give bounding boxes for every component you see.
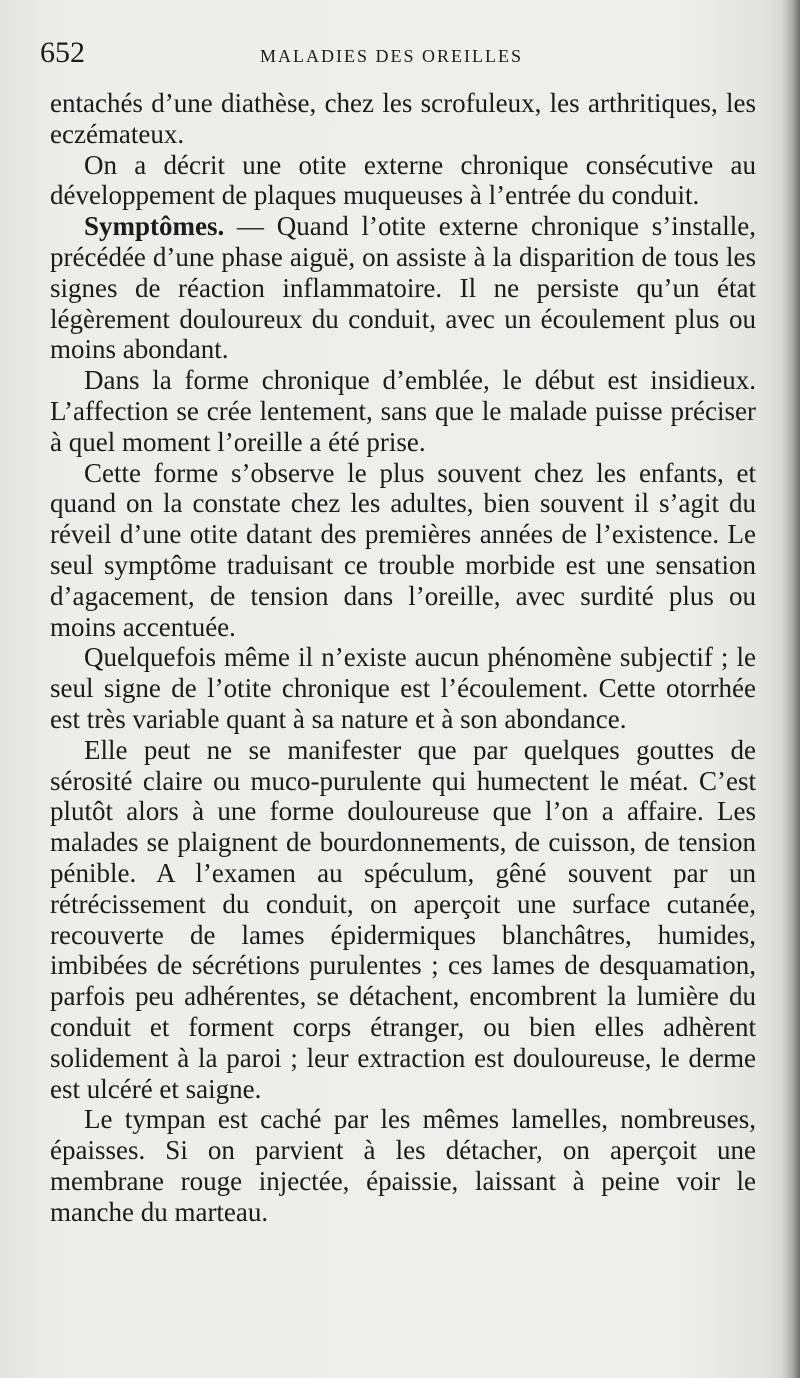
paragraph-text: On a décrit une otite externe chronique consécutive au développement de plaques muqueuses à l’entrée du conduit. [50, 149, 756, 211]
paragraph [50, 458, 756, 643]
paragraph [50, 735, 756, 1105]
page-number: 652 [40, 36, 85, 69]
paragraph [50, 211, 756, 365]
page-edge-shadow [782, 0, 800, 1378]
paragraph-text: Elle peut ne se manifester que par quelques gouttes de sérosité claire ou muco-purulente qui humectent le méat. C’est plutôt alors à une forme douloureuse que l’on a affaire. Les malades se plaignent de bourdonnements, de cuisson, de tension pénible. A l’examen au spéculum, gêné souvent par un rétrécissement du conduit, on aperçoit une surface cutanée, recouverte de lames épidermiques blanchâtres, humides, imbibées de sécrétions purulentes ; ces lames de desquamation, parfois peu adhérentes, se détachent, encombrent la lumière du conduit et forment corps étranger, ou bien elles adhèrent solidement à la paroi ; leur extraction est douloureuse, le derme est ulcéré et saigne. [50, 734, 756, 1104]
paragraph-text: Dans la forme chronique d’emblée, le début est insidieux. L’affection se crée lentement, sans que le malade puisse préciser à quel moment l’oreille a été prise. [50, 365, 756, 457]
paragraph-text: Quelquefois même il n’existe aucun phénomène subjectif ; le seul signe de l’otite chronique est l’écoulement. Cette otorrhée est très variable quant à sa nature et à son abondance. [50, 642, 756, 734]
body-text [50, 88, 756, 1227]
paragraph [50, 1104, 756, 1227]
paragraph-text: Le tympan est caché par les mêmes lamelles, nombreuses, épaisses. Si on parvient à les détacher, on aperçoit une membrane rouge injectée, épaissie, laissant à peine voir le manche du marteau. [50, 1104, 756, 1227]
running-head: MALADIES DES OREILLES [260, 46, 523, 66]
paragraph [50, 365, 756, 457]
section-heading: Symptômes. [84, 211, 225, 242]
paragraph-text: entachés d’une diathèse, chez les scrofuleux, les arthritiques, les eczémateux. [50, 88, 756, 149]
paragraph [50, 150, 756, 212]
paragraph [50, 88, 756, 150]
page-header [40, 36, 760, 76]
paragraph-text: — Quand l’otite externe chronique s’installe, précédée d’une phase aiguë, on assiste à la disparition de tous les signes de réaction inflammatoire. Il ne persiste qu’un état légèrement douloureux du conduit, avec un écoulement plus ou moins abondant. [50, 211, 756, 365]
paragraph [50, 642, 756, 734]
paragraph-text: Cette forme s’observe le plus souvent chez les enfants, et quand on la constate chez les adultes, bien souvent il s’agit du réveil d’une otite datant des premières années de l’existence. Le seul symptôme traduisant ce trouble morbide est une sensation d’agacement, de tension dans l’oreille, avec surdité plus ou moins accentuée. [50, 457, 756, 642]
